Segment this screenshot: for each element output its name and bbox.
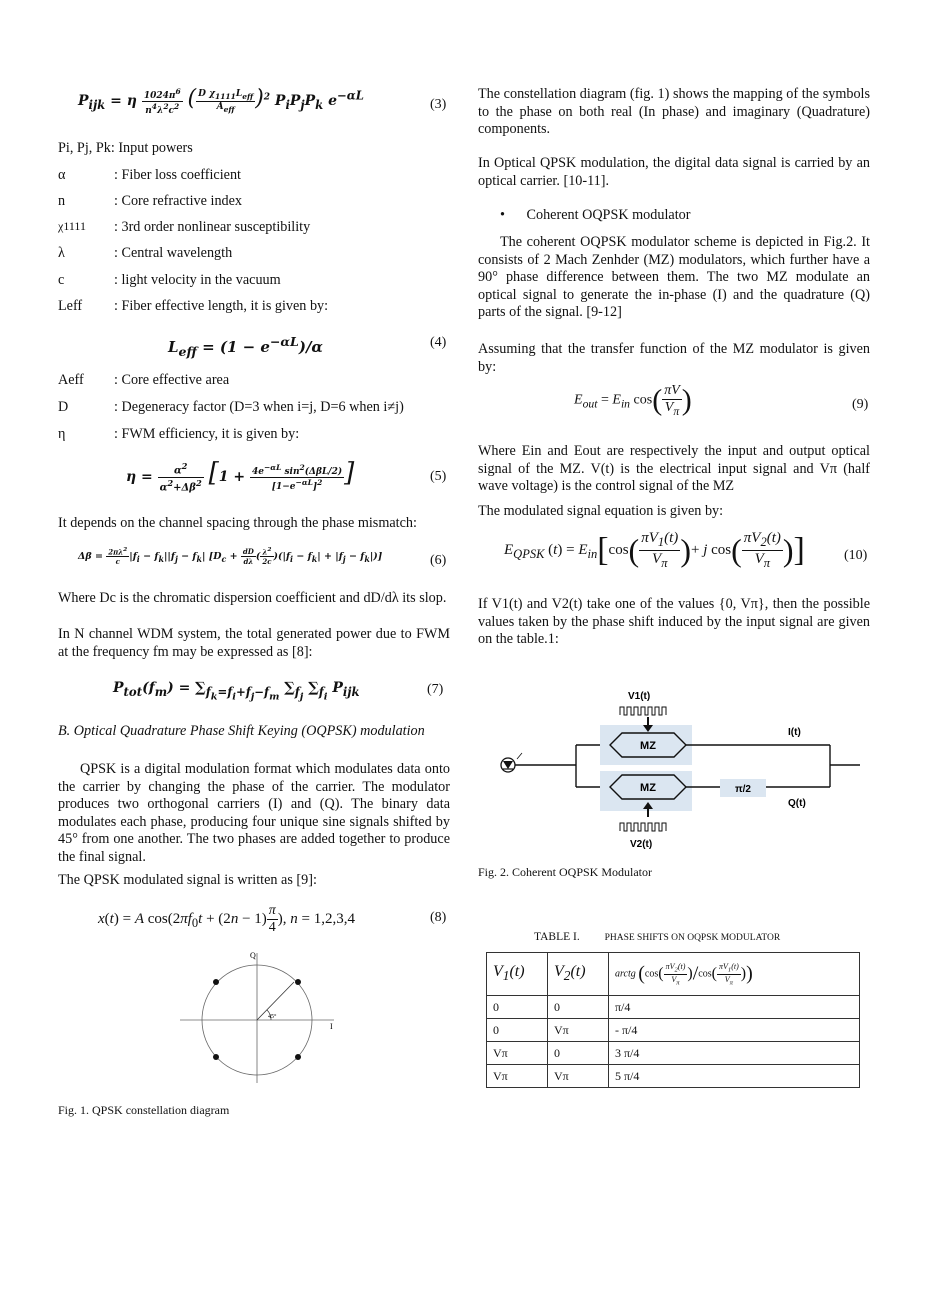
table-row [487,1019,860,1042]
constellation-point [213,979,219,985]
equation-10: $E_{QPSK}$ $(t) = E_{in}[\cos$( $\frac{\pi V_1(t)}{V_\pi}$ )+ j cos( $\frac{\pi V_2(t)}{V_\pi}$ )] [504,530,805,570]
mz2-label: MZ [640,782,656,794]
q-t-label: Q(t) [788,798,806,809]
assuming-paragraph: Assuming that the transfer function of the MZ modulator is given by: [478,341,870,375]
eq8-number: (8) [430,910,447,925]
eq4-number: (4) [430,335,447,350]
coherent-paragraph: The coherent OQPSK modulator scheme is depicted in Fig.2. It consists of 2 Mach Zenhder (MZ) modulators, which further have a 90° phase difference between them. The two MZ modulate an optical signal to generate the in-phase (I) and the quadrature (Q) parts of the signal. [9-12] [478,234,870,320]
v1-label: V1(t) [628,691,651,702]
table-cell: 0 [548,1042,609,1065]
laser-ray [517,753,522,759]
input-powers: Pi, Pj, Pk: Input powers [58,140,193,156]
header-v2: $V_2(t)$ [548,953,609,996]
phase-shift-table [486,952,860,1088]
v2-pulse-train [620,823,666,831]
angle-label: 45° [268,1014,277,1020]
table-subtitle: PHASE SHIFTS ON OQPSK MODULATOR [604,933,781,943]
laser-diode-symbol [503,761,513,769]
equation-3: $P_{ijk} = \eta$ $\frac{1024\pi^6}{n^4\lambda^2c^2}$ ( $\frac{D \chi_{1111}L_{eff}}{A_{eff}}$ )$^2$ $P_iP_jP_k$ $e^{-\alpha L}$ [78,86,364,116]
header-v1: $V_1(t)$ [487,953,548,996]
table-cell: Vπ [487,1065,548,1088]
constellation-point [213,1054,219,1060]
header-arctg: arctg (cos( $\frac{\pi V_2(t)}{V_\pi}$ )/cos( $\frac{\pi V_1(t)}{V_\pi}$ )) [609,953,860,996]
table-row [487,1042,860,1065]
oqpsk-modulator-diagram [492,685,862,855]
bullet-item [500,207,690,224]
equation-9: $E_{out} = E_{in}$ cos( $\frac{\pi V}{V_\pi}$ ) [574,383,692,418]
table-cell: Vπ [548,1019,609,1042]
i-axis-label: I [330,1022,333,1031]
equation-4: $L_{eff} = (1 - e^{-\alpha L})/\alpha$ [168,334,323,359]
table-cell: 0 [487,1019,548,1042]
qpsk-signal-text: The QPSK modulated signal is written as [9]: [58,872,317,888]
table-number: TABLE I. [534,931,580,943]
qpsk-constellation-figure [176,945,396,1085]
table-cell: Vπ [548,1065,609,1088]
phase-shifter-label: π/2 [735,784,751,795]
where-dc-text: Where Dc is the chromatic dispersion coefficient and dD/dλ its slop. [58,590,447,606]
optical-qpsk-paragraph: In Optical QPSK modulation, the digital data signal is carried by an optical carrier. [10-11]. [478,155,870,189]
where-ein-paragraph: Where Ein and Eout are respectively the input and output optical signal of the MZ. V(t) is the electrical input signal and Vπ (half wave voltage) is the control signal of the MZ [478,443,870,494]
equation-6: Δβ = $\frac{2\pi\lambda^2}{c}$ $|f_i - f_k||f_j - f_k|$ [$D_c$ + $\frac{dD}{d\lambda}$ ( $\frac{\lambda^2}{2c}$ )$(|f_i - f_k| + |f_j - f_k|)$] [78,547,383,567]
v2-label: V2(t) [630,839,653,850]
table-header-row [487,953,860,996]
eq9-number: (9) [852,397,869,412]
equation-8: x(t) = A $\cos(2\pi f_0t + (2n - 1)$ $\frac{\pi}{4}$ ), n = 1,2,3,4 [98,903,356,935]
eq10-number: (10) [844,548,868,563]
section-b-heading: B. Optical Quadrature Phase Shift Keying (OQPSK) modulation [58,723,425,739]
mz1-label: MZ [640,740,656,752]
table-row [487,996,860,1019]
equation-7: $P_{tot}(f_m) = \sum_{f_k=f_i+f_j-f_m}$ $\sum_{f_j}$ $\sum_{f_i}$ $P_{ijk}$ [113,680,360,703]
constellation-paragraph: The constellation diagram (fig. 1) shows the mapping of the symbols to the phase on both real (In phase) and imaginary (Quadrature) components. [478,86,870,137]
q-axis-label: Q [250,951,256,960]
n-channel-text: In N channel WDM system, the total generated power due to FWM at the frequency fm may be expressed as [8]: [58,626,450,660]
bullet-icon: • [500,207,505,223]
if-v1-paragraph: If V1(t) and V2(t) take one of the values {0, Vπ}, then the possible values taken by the phase shift induced by the input signal are given on the table.1: [478,596,870,647]
fig1-caption: Fig. 1. QPSK constellation diagram [58,1103,230,1117]
arctg-label: arctg [615,968,636,980]
equation-5: η = $\frac{\alpha^2}{\alpha^2+\Delta\beta^2}$ [1 + $\frac{4e^{-\alpha L} \sin^2(\Delta\beta L/2)}{[1-e^{-\alpha L}]^2}$ ] [126,458,355,493]
eq7-number: (7) [427,682,444,697]
eq3-number: (3) [430,97,447,112]
phase-mismatch-text: It depends on the channel spacing through the phase mismatch: [58,515,417,531]
qpsk-paragraph: QPSK is a digital modulation format which modulates data onto the carrier by changing the phase of the carrier. The modulator produces two orthogonal carriers (I) and (Q). The binary data modulates each phase, producing four unique sine signals shifted by 45° from one another. The two phases are added together to produce the final signal. [58,761,450,865]
eq5-number: (5) [430,469,447,484]
modulated-eq-text: The modulated signal equation is given by: [478,503,724,519]
table-row [487,1065,860,1088]
table-cell: 0 [487,996,548,1019]
table-cell: 0 [548,996,609,1019]
fig2-caption: Fig. 2. Coherent OQPSK Modulator [478,865,652,879]
table-cell: Vπ [487,1042,548,1065]
table-cell: 3 π/4 [609,1042,860,1065]
table-cell: - π/4 [609,1019,860,1042]
constellation-point [295,1054,301,1060]
eq6-number: (6) [430,553,447,568]
constellation-point [295,979,301,985]
bullet-text: Coherent OQPSK modulator [526,207,691,223]
i-t-label: I(t) [788,727,801,738]
table-cell: π/4 [609,996,860,1019]
v1-pulse-train [620,707,666,715]
table-cell: 5 π/4 [609,1065,860,1088]
table-title [534,931,780,943]
